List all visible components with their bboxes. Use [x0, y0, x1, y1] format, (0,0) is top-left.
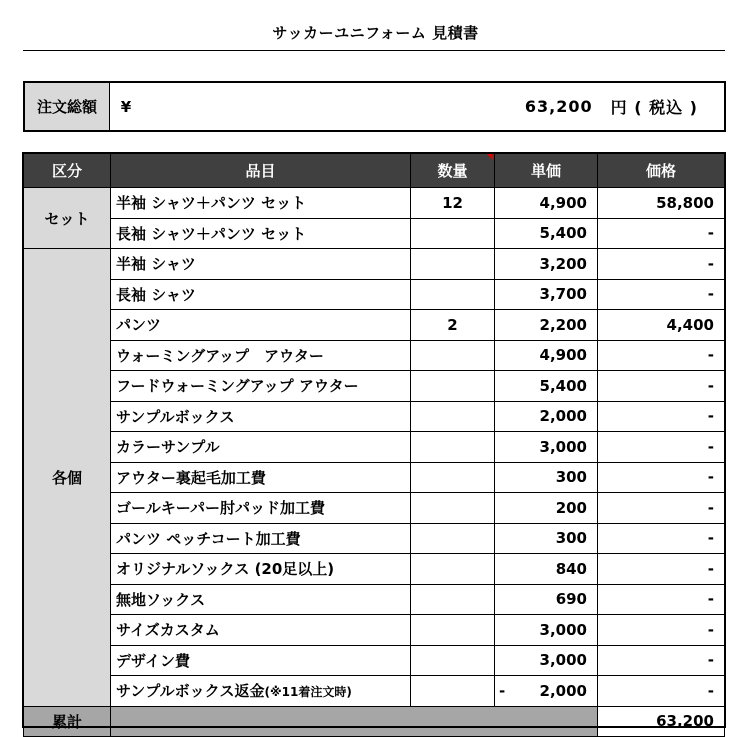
qty-cell[interactable]: [411, 615, 495, 646]
item-cell: [111, 554, 411, 585]
table-row: [24, 310, 725, 341]
qty-cell[interactable]: [411, 554, 495, 585]
table-row: [24, 401, 725, 432]
unit-price-value: 3,000: [539, 620, 587, 639]
item-name: 無地ソックス: [116, 590, 206, 609]
item-name: パンツ ペッチコート加工費: [116, 529, 301, 548]
category-cell: セット: [24, 188, 111, 249]
amount-cell: -: [598, 462, 725, 493]
unit-price-cell: [495, 523, 598, 554]
item-name: フードウォーミングアップ アウター: [116, 377, 359, 396]
amount-cell: -: [598, 523, 725, 554]
unit-price-cell: [495, 462, 598, 493]
item-cell: [111, 676, 411, 707]
category-cell: 各個: [24, 249, 111, 707]
unit-price-value: 200: [555, 498, 587, 517]
total-row-amount: 63,200: [598, 706, 725, 737]
order-total-unit: 円 ( 税込 ): [610, 98, 698, 117]
unit-price-value: 3,000: [539, 437, 587, 456]
amount-cell: 4,400: [598, 310, 725, 341]
amount-cell: -: [598, 615, 725, 646]
qty-cell[interactable]: [411, 645, 495, 676]
amount-cell: 58,800: [598, 188, 725, 219]
table-row: [24, 462, 725, 493]
header-item: 品目: [111, 154, 411, 188]
unit-price-value: 3,000: [539, 651, 587, 670]
unit-price-cell: [495, 371, 598, 402]
amount-cell: -: [598, 676, 725, 707]
item-name: オリジナルソックス (20足以上): [116, 560, 335, 579]
table-row: [24, 554, 725, 585]
item-cell: [111, 523, 411, 554]
amount-cell: -: [598, 401, 725, 432]
qty-cell[interactable]: [411, 462, 495, 493]
item-cell: [111, 462, 411, 493]
qty-cell[interactable]: [411, 584, 495, 615]
item-cell: [111, 310, 411, 341]
unit-price-cell: [495, 310, 598, 341]
unit-price-cell: [495, 493, 598, 524]
header-unit-price: 単価: [495, 154, 598, 188]
amount-cell: -: [598, 554, 725, 585]
unit-price-cell: [495, 279, 598, 310]
qty-cell[interactable]: [411, 432, 495, 463]
unit-price-value: 300: [555, 468, 587, 487]
unit-price-value: 5,400: [539, 376, 587, 395]
item-name: 長袖 シャツ: [116, 285, 196, 304]
comment-indicator-icon: [487, 154, 493, 160]
unit-price-value: 5,400: [539, 224, 587, 243]
item-cell: [111, 615, 411, 646]
unit-price-cell: [495, 676, 598, 707]
table-row: [24, 249, 725, 280]
item-cell: [111, 249, 411, 280]
item-cell: [111, 401, 411, 432]
currency-symbol: ¥: [120, 97, 132, 116]
item-cell: [111, 584, 411, 615]
item-cell: [111, 188, 411, 219]
title-underline: [23, 50, 725, 51]
header-amount: 価格: [598, 154, 725, 188]
amount-cell: -: [598, 645, 725, 676]
table-row: [24, 493, 725, 524]
total-row: [24, 706, 725, 737]
order-total-box: [23, 81, 726, 132]
table-row: [24, 645, 725, 676]
unit-price-cell: [495, 584, 598, 615]
document-title: サッカーユニフォーム 見積書: [272, 24, 479, 42]
unit-price-value: 4,900: [539, 193, 587, 212]
unit-price-cell: [495, 432, 598, 463]
unit-price-value: 300: [555, 529, 587, 548]
amount-cell: -: [598, 584, 725, 615]
unit-price-value: 690: [555, 590, 587, 609]
qty-cell[interactable]: [411, 340, 495, 371]
qty-cell[interactable]: 2: [411, 310, 495, 341]
table-row: [24, 371, 725, 402]
unit-price-value: 2,200: [539, 315, 587, 334]
item-name: サンプルボックス返金: [116, 682, 265, 701]
unit-price-cell: [495, 218, 598, 249]
amount-cell: -: [598, 432, 725, 463]
unit-price-value: 840: [555, 559, 587, 578]
item-name: 長袖 シャツ＋パンツ セット: [116, 224, 307, 243]
unit-price-value: 2,000: [539, 681, 587, 700]
item-cell: [111, 493, 411, 524]
table-row: [24, 615, 725, 646]
amount-cell: -: [598, 371, 725, 402]
table-row: [24, 218, 725, 249]
qty-cell[interactable]: [411, 371, 495, 402]
item-note: (※11着注文時): [264, 685, 352, 700]
item-name: デザイン費: [116, 651, 190, 670]
item-cell: [111, 645, 411, 676]
amount-cell: -: [598, 340, 725, 371]
unit-price-cell: [495, 340, 598, 371]
qty-cell[interactable]: 12: [411, 188, 495, 219]
order-total-label: 注文総額: [25, 83, 110, 130]
order-total-amount: [136, 83, 724, 130]
table-row: [24, 432, 725, 463]
item-name: ウォーミングアップ アウター: [116, 346, 324, 365]
unit-price-sign: -: [499, 681, 506, 700]
item-cell: [111, 279, 411, 310]
item-cell: [111, 371, 411, 402]
unit-price-cell: [495, 249, 598, 280]
header-qty: 数量: [411, 154, 495, 188]
unit-price-value: 3,200: [539, 254, 587, 273]
unit-price-value: 4,900: [539, 346, 587, 365]
qty-cell[interactable]: [411, 279, 495, 310]
item-name: カラーサンプル: [116, 438, 220, 457]
item-name: サンプルボックス: [116, 407, 235, 426]
amount-cell: -: [598, 249, 725, 280]
header-category: 区分: [24, 154, 111, 188]
item-name: パンツ: [116, 316, 162, 335]
table-row: [24, 523, 725, 554]
qty-cell[interactable]: [411, 523, 495, 554]
table-body: [24, 188, 725, 707]
item-name: サイズカスタム: [116, 621, 220, 640]
amount-cell: -: [598, 493, 725, 524]
total-row-spacer: [111, 706, 598, 737]
item-cell: [111, 432, 411, 463]
unit-price-cell: [495, 188, 598, 219]
item-name: 半袖 シャツ: [116, 255, 196, 274]
total-row-label: 累計: [24, 706, 111, 737]
amount-cell: -: [598, 279, 725, 310]
item-name: 半袖 シャツ＋パンツ セット: [116, 194, 307, 213]
table-row: [24, 584, 725, 615]
amount-cell: -: [598, 218, 725, 249]
item-cell: [111, 218, 411, 249]
qty-cell[interactable]: [411, 401, 495, 432]
unit-price-cell: [495, 554, 598, 585]
item-name: ゴールキーパー肘パッド加工費: [116, 499, 325, 518]
table-row: [24, 279, 725, 310]
table-row: [24, 676, 725, 707]
order-total-value: 63,200: [524, 97, 593, 116]
unit-price-value: 3,700: [539, 285, 587, 304]
unit-price-cell: [495, 615, 598, 646]
table-header-row: [24, 154, 725, 188]
table-row: [24, 188, 725, 219]
qty-cell[interactable]: [411, 218, 495, 249]
estimate-table: [23, 153, 725, 737]
unit-price-cell: [495, 401, 598, 432]
item-cell: [111, 340, 411, 371]
table-row: [24, 340, 725, 371]
qty-cell[interactable]: [411, 493, 495, 524]
unit-price-cell: [495, 645, 598, 676]
unit-price-value: 2,000: [539, 407, 587, 426]
qty-cell[interactable]: [411, 249, 495, 280]
item-name: アウター裏起毛加工費: [116, 468, 266, 487]
qty-cell[interactable]: [411, 676, 495, 707]
